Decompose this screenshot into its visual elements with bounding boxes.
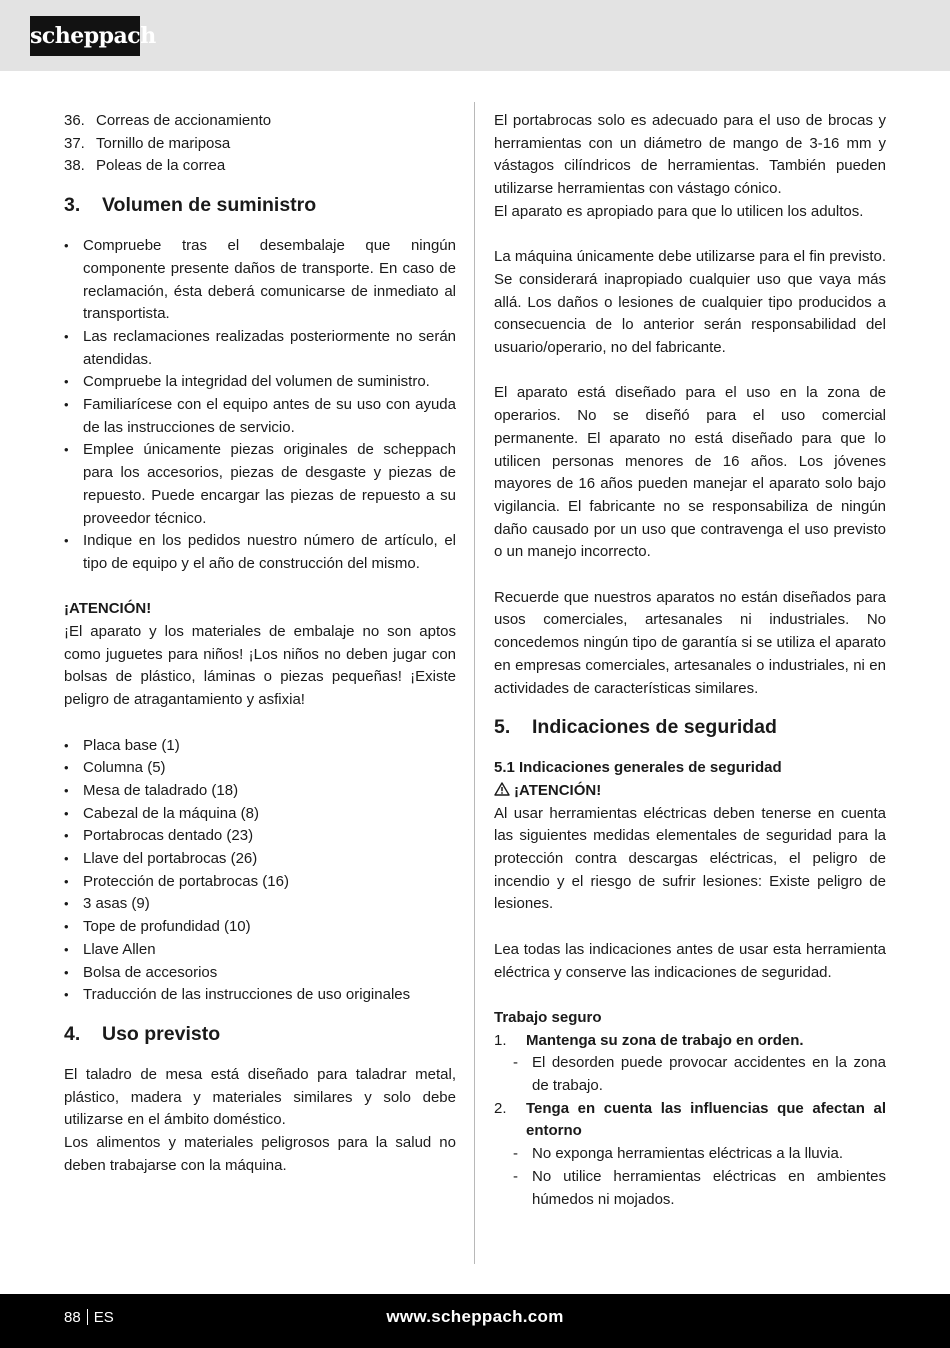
list-item: • Placa base (1) <box>64 735 456 758</box>
attention-row <box>494 780 886 803</box>
step-item: 2. Tenga en cuenta las influencias que afectan al entorno - No exponga herramientas eléctricas a la lluvia. - No utilice herramientas eléctricas en ambientes húmedos ni mojados. <box>494 1098 886 1212</box>
chuck-usage-text: El portabrocas solo es adecuado para el uso de brocas y herramientas con un diámetro de mango de 3-16 mm y vástagos cilíndricos de herramientas. También pueden utilizarse herramientas con vástago cónico. <box>494 112 886 198</box>
dash-item: - No exponga herramientas eléctricas a la lluvia. <box>494 1143 886 1166</box>
intended-purpose-text: La máquina únicamente debe utilizarse para el fin previsto. Se considerará inapropiado cualquier uso que vaya más allá. Los daños o lesiones de cualquier tipo producidos a consecuencia de lo anterior serán responsabilidad del usuario/operario, no del fabricante. <box>494 248 886 357</box>
list-item: • Mesa de taladrado (18) <box>64 780 456 803</box>
list-item: 38. Poleas de la correa <box>64 157 226 175</box>
attention-text: ¡El aparato y los materiales de embalaje no son aptos como juguetes para niños! ¡Los niños no deben jugar con bolsas de plástico, láminas o piezas pequeñas! ¡Existe peligro de atragantamiento y asfixia! <box>64 623 456 709</box>
list-item: • Tope de profundidad (10) <box>64 916 456 939</box>
parts-list-continued <box>64 110 456 178</box>
list-item: • Portabrocas dentado (23) <box>64 825 456 848</box>
right-column <box>494 110 886 1211</box>
list-item: 36. Correas de accionamiento <box>64 112 272 129</box>
list-item: • Indique en los pedidos nuestro número de artículo, el tipo de equipo y el año de construcción del mismo. <box>64 530 456 575</box>
safe-work-title: Trabajo seguro <box>494 1008 602 1026</box>
read-instructions-text: Lea todas las indicaciones antes de usar esta herramienta eléctrica y conserve las indicaciones de seguridad. <box>494 940 886 981</box>
list-item: • Compruebe tras el desembalaje que ningún componente presente daños de transporte. En caso de reclamación, ésta deberá comunicarse de inmediato al transportista. <box>64 235 456 326</box>
list-item: 37. Tornillo de mariposa <box>64 134 231 152</box>
list-item: • Llave Allen <box>64 939 456 962</box>
footer-bar <box>0 1294 950 1348</box>
safe-work-steps <box>494 1030 886 1212</box>
warning-triangle-icon <box>494 782 510 796</box>
attention-label: ¡ATENCIÓN! <box>514 781 602 799</box>
section-4-heading: 4. Uso previsto <box>64 1022 221 1045</box>
list-item: • Familiarícese con el equipo antes de su uso con ayuda de las instrucciones de servicio. <box>64 394 456 439</box>
commercial-use-text: Recuerde que nuestros aparatos no están diseñados para usos comerciales, artesanales ni industriales. No concedemos ningún tipo de garantía si se utiliza el aparato en empresas comerciales, artesanales o industriales, ni en actividades de características similares. <box>494 588 886 697</box>
list-item: • Emplee únicamente piezas originales de scheppach para los accesorios, piezas de desgaste y piezas de repuesto. Puede encargar las piezas de repuesto a su proveedor técnico. <box>64 439 456 530</box>
language-code: ES <box>93 1309 114 1326</box>
page-number: 88 ES <box>64 1309 114 1326</box>
operator-zone-text: El aparato está diseñado para el uso en la zona de operarios. No se diseñó para el uso comercial permanente. El aparato no está diseñado para que lo utilicen personas menores de 16 años. Los jóvenes mayores de 16 años pueden manejar el aparato solo bajo vigilancia. El fabricante no se responsabiliza de ningún daño causado por un uso que contravenga el uso previsto o un manejo incorrecto. <box>494 384 886 561</box>
list-item: • Las reclamaciones realizadas posteriormente no serán atendidas. <box>64 326 456 371</box>
website-url: www.scheppach.com <box>386 1307 564 1326</box>
delivery-items-list <box>64 735 456 1007</box>
intended-use-text-2: Los alimentos y materiales peligrosos para la salud no deben trabajarse con la máquina. <box>64 1134 456 1174</box>
list-item: • Columna (5) <box>64 757 456 780</box>
left-column <box>64 110 456 1178</box>
list-item: • Protección de portabrocas (16) <box>64 871 456 894</box>
column-divider <box>474 102 475 1264</box>
section-3-heading: 3. Volumen de suministro <box>64 194 317 217</box>
subsection-5-1-title: 5.1 Indicaciones generales de seguridad <box>494 759 782 777</box>
scheppach-logo: scheppach <box>30 16 140 56</box>
adult-usage-text: El aparato es apropiado para que lo utilicen los adultos. <box>494 202 864 220</box>
section-5-heading: 5. Indicaciones de seguridad <box>494 716 777 739</box>
list-item: • Cabezal de la máquina (8) <box>64 803 456 826</box>
list-item: • Compruebe la integridad del volumen de suministro. <box>64 371 456 394</box>
dash-item: - El desorden puede provocar accidentes en la zona de trabajo. <box>494 1052 886 1097</box>
attention-label: ¡ATENCIÓN! <box>64 600 152 618</box>
dash-item: - No utilice herramientas eléctricas en ambientes húmedos ni mojados. <box>494 1166 886 1211</box>
list-item: • Bolsa de accesorios <box>64 962 456 985</box>
list-item: • Traducción de las instrucciones de uso originales <box>64 984 456 1007</box>
intended-use-text: El taladro de mesa está diseñado para taladrar metal, plástico, madera y materiales similares y solo debe utilizarse en el ámbito doméstico. <box>64 1065 456 1129</box>
step-item: 1. Mantenga su zona de trabajo en orden. - El desorden puede provocar accidentes en la zona de trabajo. <box>494 1030 886 1098</box>
delivery-instructions-list <box>64 235 456 576</box>
safety-measures-text: Al usar herramientas eléctricas deben tenerse en cuenta las siguientes medidas elementales de seguridad para la protección contra descargas eléctricas, el peligro de incendio y el riesgo de sufrir lesiones: Existe peligro de lesiones. <box>494 804 886 913</box>
list-item: • Llave del portabrocas (26) <box>64 848 456 871</box>
header-bar <box>0 0 950 71</box>
list-item: • 3 asas (9) <box>64 893 456 916</box>
